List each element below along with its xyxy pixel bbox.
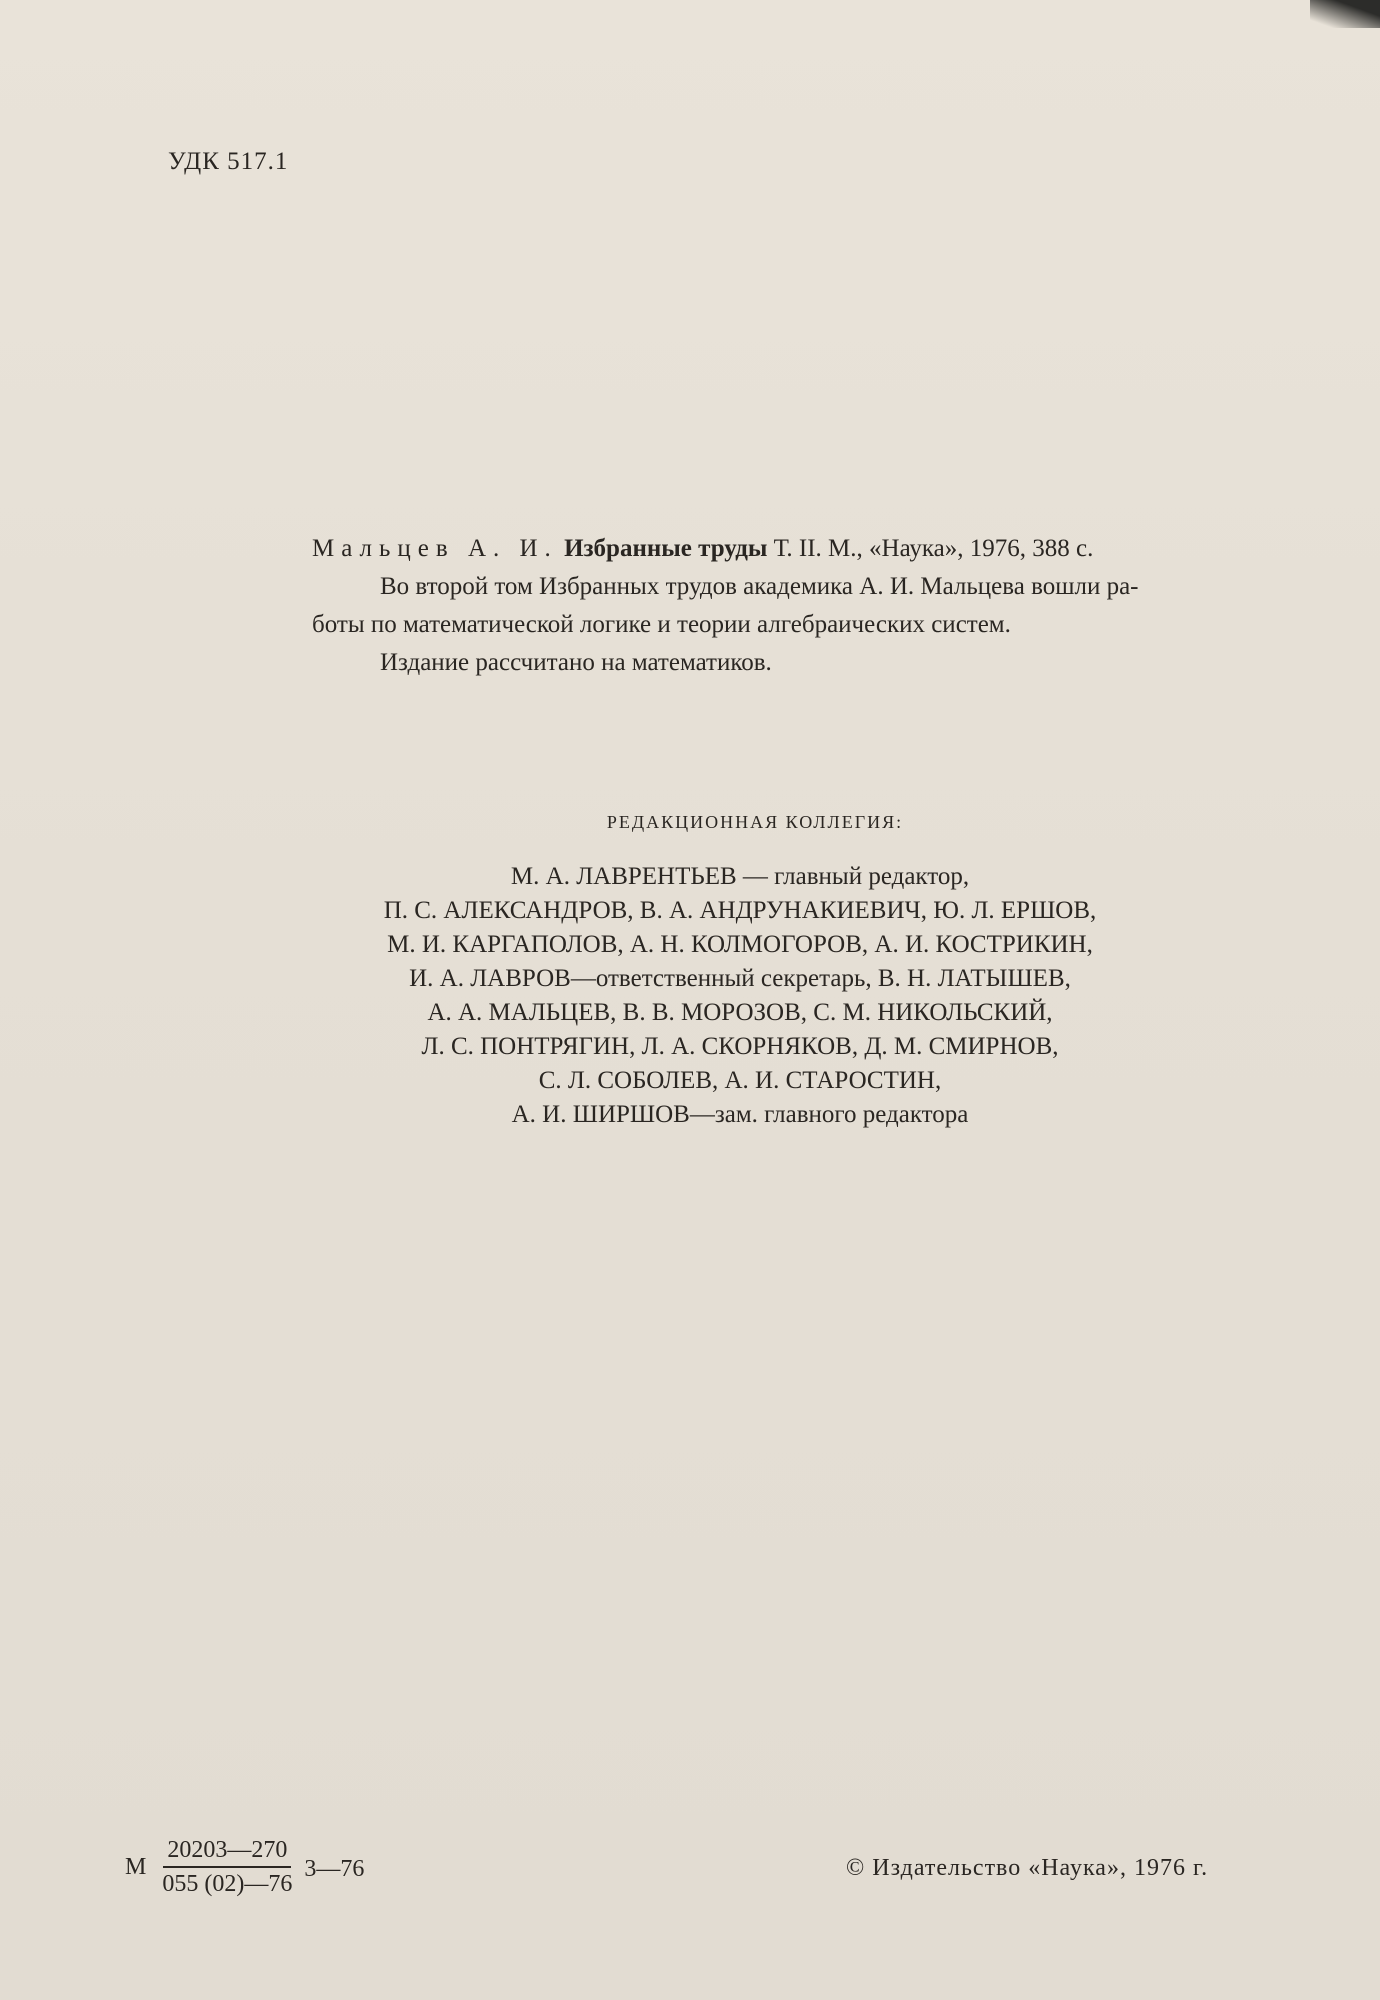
catalog-code — [125, 1836, 364, 1898]
editorial-board-heading: РЕДАКЦИОННАЯ КОЛЛЕГИЯ: — [606, 812, 904, 832]
abstract-line-4: Издание рассчитано на математиков. — [380, 649, 772, 676]
board-line: С. Л. СОБОЛЕВ, А. И. СТАРОСТИН, — [538, 1067, 942, 1094]
catalog-code-suffix: 3—76 — [304, 1855, 365, 1882]
board-line: И. А. ЛАВРОВ—ответственный секретарь, В. Н. ЛАТЫШЕВ, — [409, 965, 1071, 992]
board-line: М. И. КАРГАПОЛОВ, А. Н. КОЛМОГОРОВ, А. И. КОСТРИКИН, — [387, 931, 1093, 958]
abstract-line-1 — [312, 530, 1302, 568]
board-line: А. И. ШИРШОВ—зам. главного редактора — [511, 1101, 969, 1128]
catalog-code-prefix: М — [125, 1853, 147, 1880]
corner-shadow — [1310, 0, 1380, 28]
abstract-title: Избранные труды — [564, 535, 768, 562]
abstract-line-3: боты по математической логике и теории алгебраических систем. — [312, 611, 1011, 638]
editorial-board-list — [150, 860, 1330, 1132]
catalog-code-fraction — [158, 1836, 296, 1898]
abstract-block — [312, 530, 1302, 682]
copyright-publisher: © Издательство «Наука», 1976 г. — [846, 1855, 1209, 1881]
board-line: М. А. ЛАВРЕНТЬЕВ — главный редактор, — [510, 863, 970, 890]
board-line: П. С. АЛЕКСАНДРОВ, В. А. АНДРУНАКИЕВИЧ, Ю. Л. ЕРШОВ, — [383, 897, 1097, 924]
catalog-code-numerator: 20203—270 — [163, 1836, 291, 1868]
abstract-author: Мальцев А. И. — [312, 535, 558, 562]
board-line: Л. С. ПОНТРЯГИН, Л. А. СКОРНЯКОВ, Д. М. СМИРНОВ, — [421, 1033, 1059, 1060]
abstract-imprint: Т. II. М., «Наука», 1976, 388 с. — [773, 535, 1094, 562]
abstract-line-2: Во второй том Избранных трудов академика А. И. Мальцева вошли ра- — [380, 573, 1139, 600]
catalog-code-denominator: 055 (02)—76 — [162, 1871, 293, 1897]
board-line: А. А. МАЛЬЦЕВ, В. В. МОРОЗОВ, С. М. НИКОЛЬСКИЙ, — [427, 999, 1053, 1026]
udk-code: УДК 517.1 — [168, 148, 289, 175]
